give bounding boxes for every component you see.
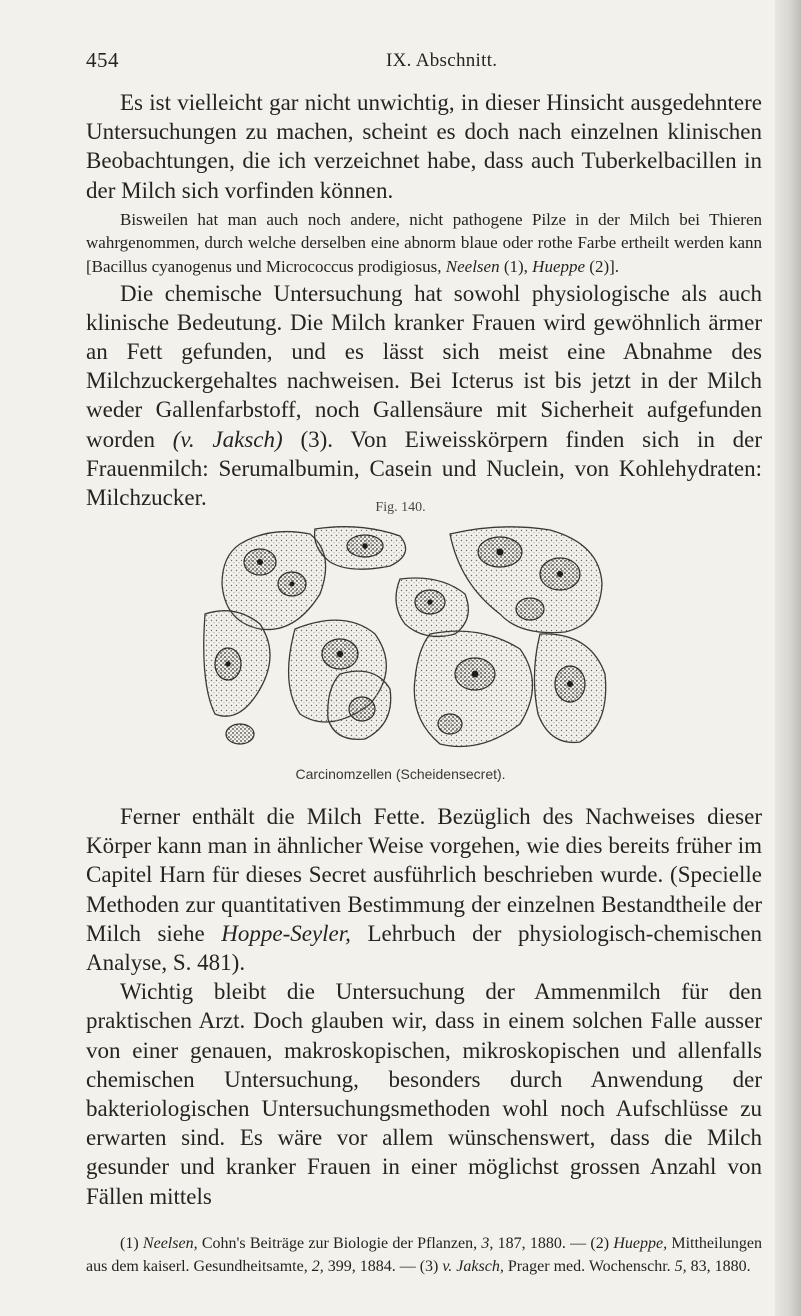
para3-rest: Lehrbuch der physiologisch-chemischen Analyse, S. 481). [86, 920, 763, 976]
fn-ref-2: 399, 1884. — (3) [323, 1258, 443, 1275]
fn-author-hueppe: Hueppe, [613, 1235, 668, 1252]
running-head: IX. Abschnitt. [386, 50, 498, 71]
author-hueppe: Hueppe [532, 257, 586, 276]
fn-title-1: Cohn's Beiträge zur Biologie der Pflanzen, [197, 1235, 482, 1252]
paragraph-chemische-untersuchung [86, 279, 762, 513]
page-header [86, 48, 746, 78]
fn-author-jaksch: v. Jaksch, [442, 1258, 504, 1275]
page-number: 454 [86, 48, 119, 72]
ref-1: (1), [499, 257, 533, 276]
para2-text: Die chemische Untersuchung hat sowohl physiologische als auch klinische Bedeutung. Die Milch kranker Frauen wird gewöhnlich ärmer an Fett gefunden, und es lässt sich meist eine Abnahme des Milchzuckergehaltes nachweisen. Bei Icterus ist bis jetzt in der Milch weder Gallenfarbstoff, noch Gallensäure mit Sicherheit aufgefunden worden [86, 280, 762, 452]
figure-caption: Carcinomzellen (Scheidensecret). [295, 766, 506, 782]
paragraph-ammenmilch: Wichtig bleibt die Untersuchung der Ammenmilch für den praktischen Arzt. Doch glauben wir, dass in einem solchen Falle ausser von einer genauen, makroskopischen, mikroskopischen und allenfalls chemischen Untersuchung, besonders durch Anwendung der bakteriologischen Untersuchungsmethoden wohl noch Aufschlüsse zu erwarten sind. Es wäre vor allem wünschenswert, dass die Milch gesunder und kranker Frauen in einer möglichst grossen Anzahl von Fällen mittels [86, 979, 762, 1209]
footnote-text [86, 1232, 762, 1278]
fn-ref-3: 83, 1880. [686, 1258, 751, 1275]
author-neelsen: Neelsen [445, 257, 500, 276]
paragraph-fette [86, 802, 762, 977]
paragraph-tuberkelbacillen: Es ist vielleicht gar nicht unwichtig, in dieser Hinsicht ausgedehntere Untersuchungen zu machen, scheint es doch nach einzelnen klinischen Beobachtungen, die ich verzeichnet habe, dass auch Tuberkelbacillen in der Milch sich vorfinden können. [86, 90, 762, 203]
paragraph-small-pilze [86, 208, 762, 279]
fn-author-neelsen: Neelsen, [142, 1235, 198, 1252]
text-block-top [86, 88, 762, 512]
fn-title-2: Mittheilungen aus dem kaiserl. Gesundheitsamte, [86, 1235, 763, 1275]
text-block-bottom [86, 802, 762, 1211]
fn-volume-2: 2, [311, 1258, 324, 1275]
figure-carcinoma-cells [200, 524, 612, 756]
footnotes [86, 1232, 762, 1278]
para3-text: Ferner enthält die Milch Fette. Bezüglich des Nachweises dieser Körper kann man in ähnlicher Weise vorgehen, wie dies bereits früher im Capitel Harn für dieses Secret ausführlich beschrieben wurde. (Specielle Methoden zur quantitativen Bestimmung der einzelnen Bestandtheile der Milch siehe [86, 804, 762, 946]
small-para-text: Bisweilen hat man auch noch andere, nicht pathogene Pilze in der Milch bei Thieren wahrgenommen, durch welche derselben eine abnorm blaue oder rothe Farbe ertheilt werden kann [Bacillus cyanogenus und Micrococcus prodigiosus, [86, 209, 762, 276]
author-jaksch: (v. Jaksch) [172, 426, 283, 452]
fn-volume-1: 3, [481, 1235, 494, 1252]
fn-num-1: (1) [120, 1235, 143, 1252]
para2-rest: (3). Von Eiweisskörpern finden sich in der Frauenmilch: Serumalbumin, Casein und Nuclein, von Kohlehydraten: Milchzucker. [86, 426, 762, 511]
ref-2: (2)]. [585, 257, 620, 276]
fn-ref-1: 187, 1880. — (2) [493, 1235, 614, 1252]
fn-volume-3: 5, [674, 1258, 687, 1275]
figure-label: Fig. 140. [375, 500, 426, 515]
page-edge [775, 0, 801, 1316]
fn-title-3: Prager med. Wochenschr. [503, 1258, 675, 1275]
author-hoppe-seyler: Hoppe-Seyler, [221, 920, 351, 946]
